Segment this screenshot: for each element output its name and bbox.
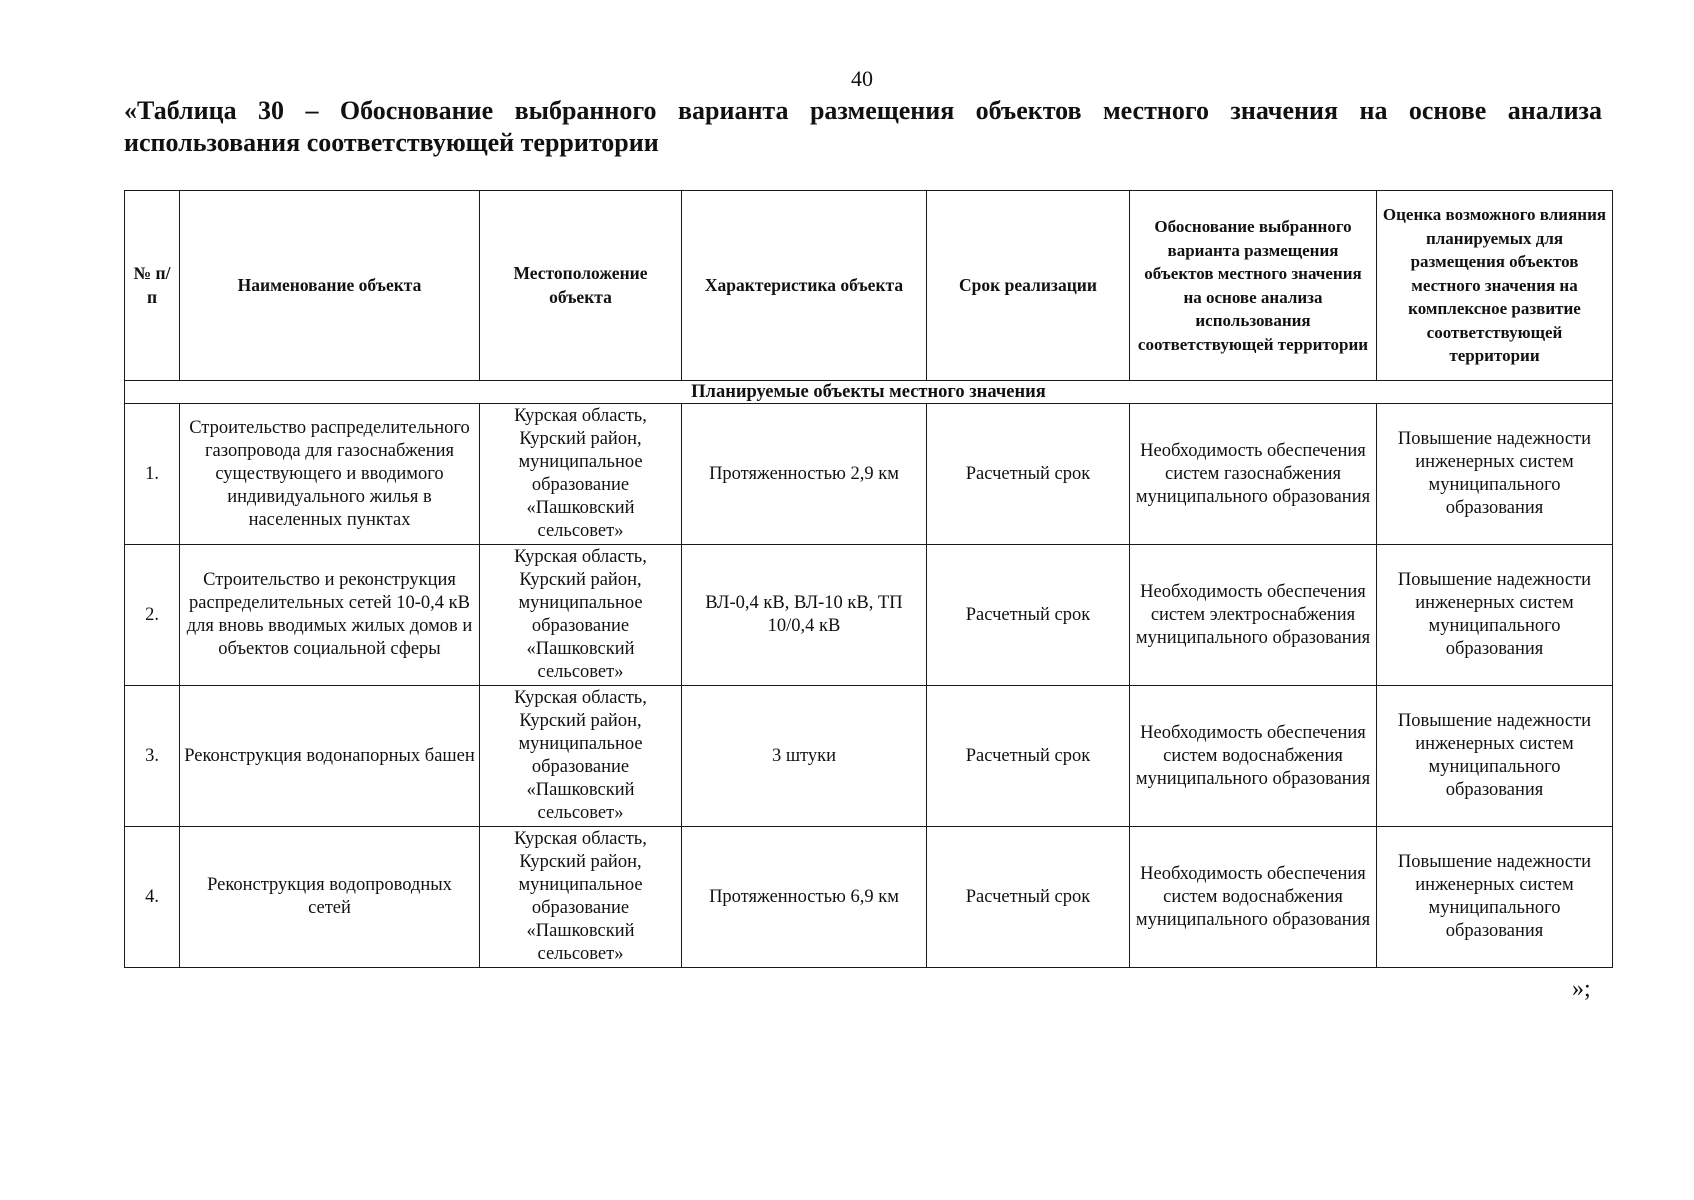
table-row (125, 686, 1613, 827)
row-number: 4. (125, 827, 180, 968)
object-location: Курская область, Курский район, муниципальное образование «Пашковский сельсовет» (480, 827, 682, 968)
header-location: Местоположение объекта (480, 191, 682, 381)
table-row (125, 404, 1613, 545)
object-characteristic: Протяженностью 6,9 км (682, 827, 927, 968)
object-characteristic: Протяженностью 2,9 км (682, 404, 927, 545)
object-term: Расчетный срок (927, 686, 1130, 827)
object-impact: Повышение надежности инженерных систем муниципального образования (1377, 827, 1613, 968)
object-term: Расчетный срок (927, 827, 1130, 968)
header-term: Срок реализации (927, 191, 1130, 381)
object-characteristic: 3 штуки (682, 686, 927, 827)
table-title: «Таблица 30 – Обоснование выбранного варианта размещения объектов местного значения на основе анализа использования соответствующей территории (124, 96, 1602, 157)
row-number: 2. (125, 545, 180, 686)
header-impact: Оценка возможного влияния планируемых для размещения объектов местного значения на комплексное развитие соответствующей территории (1377, 191, 1613, 381)
object-justification: Необходимость обеспечения систем газоснабжения муниципального образования (1130, 404, 1377, 545)
header-row (125, 191, 1613, 381)
object-name: Строительство и реконструкция распределительных сетей 10-0,4 кВ для вновь вводимых жилых домов и объектов социальной сферы (180, 545, 480, 686)
object-impact: Повышение надежности инженерных систем муниципального образования (1377, 404, 1613, 545)
row-number: 3. (125, 686, 180, 827)
object-characteristic: ВЛ-0,4 кВ, ВЛ-10 кВ, ТП 10/0,4 кВ (682, 545, 927, 686)
object-impact: Повышение надежности инженерных систем муниципального образования (1377, 686, 1613, 827)
object-name: Реконструкция водопроводных сетей (180, 827, 480, 968)
table-row (125, 545, 1613, 686)
header-number: № п/п (125, 191, 180, 381)
page-number: 40 (851, 66, 873, 91)
header-justification: Обоснование выбранного варианта размещения объектов местного значения на основе анализа использования соответствующей территории (1130, 191, 1377, 381)
object-name: Строительство распределительного газопровода для газоснабжения существующего и вводимого индивидуального жилья в населенных пунктах (180, 404, 480, 545)
header-characteristic: Характеристика объекта (682, 191, 927, 381)
object-justification: Необходимость обеспечения систем водоснабжения муниципального образования (1130, 827, 1377, 968)
object-location: Курская область, Курский район, муниципальное образование «Пашковский сельсовет» (480, 404, 682, 545)
object-term: Расчетный срок (927, 404, 1130, 545)
section-title: Планируемые объекты местного значения (125, 381, 1613, 404)
object-term: Расчетный срок (927, 545, 1130, 686)
closing-quote-mark: »; (1572, 976, 1591, 1002)
object-location: Курская область, Курский район, муниципальное образование «Пашковский сельсовет» (480, 545, 682, 686)
object-name: Реконструкция водонапорных башен (180, 686, 480, 827)
objects-table (124, 190, 1613, 968)
table-row (125, 827, 1613, 968)
header-name: Наименование объекта (180, 191, 480, 381)
object-justification: Необходимость обеспечения систем водоснабжения муниципального образования (1130, 686, 1377, 827)
row-number: 1. (125, 404, 180, 545)
section-row (125, 381, 1613, 404)
object-justification: Необходимость обеспечения систем электроснабжения муниципального образования (1130, 545, 1377, 686)
object-location: Курская область, Курский район, муниципальное образование «Пашковский сельсовет» (480, 686, 682, 827)
object-impact: Повышение надежности инженерных систем муниципального образования (1377, 545, 1613, 686)
